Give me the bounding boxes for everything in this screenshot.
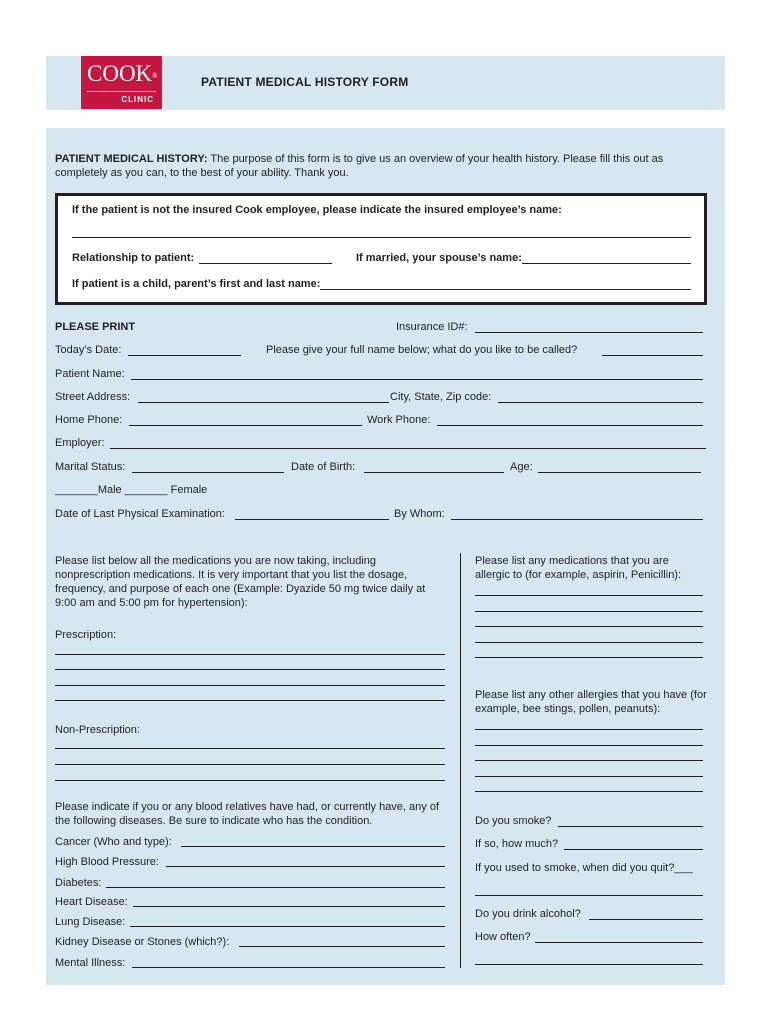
last-exam-line[interactable] (235, 519, 389, 520)
heart-disease-label: Heart Disease: (55, 896, 128, 908)
marital-status-line[interactable] (132, 472, 284, 473)
street-address-line[interactable] (138, 402, 389, 403)
preferred-name-line[interactable] (602, 355, 703, 356)
home-phone-line[interactable] (129, 425, 362, 426)
other-allergy-line-3[interactable] (475, 760, 703, 761)
date-of-birth-line[interactable] (364, 472, 504, 473)
spouse-line[interactable] (522, 263, 691, 264)
intro-heading: PATIENT MEDICAL HISTORY: (55, 153, 208, 165)
age-label: Age: (510, 461, 533, 473)
work-phone-line[interactable] (437, 425, 703, 426)
intro-text: The purpose of this form is to give us an overview of your health history. Please fill this out as completely as you can, to the best of your ability. Thank you. (55, 153, 664, 179)
form-title: PATIENT MEDICAL HISTORY FORM (201, 75, 409, 89)
patient-name-line[interactable] (131, 379, 703, 380)
spouse-label: If married, your spouse’s name: (356, 252, 522, 264)
last-exam-label: Date of Last Physical Examination: (55, 508, 225, 520)
employer-label: Employer: (55, 437, 105, 449)
alcohol-line[interactable] (589, 919, 703, 920)
other-allergy-line-1[interactable] (475, 729, 703, 730)
medication-allergy-line-5[interactable] (475, 657, 703, 658)
alcohol-label: Do you drink alcohol? (475, 908, 581, 920)
relationship-line[interactable] (199, 263, 332, 264)
marital-status-label: Marital Status: (55, 461, 126, 473)
high-blood-pressure-line[interactable] (166, 866, 445, 867)
mental-illness-label: Mental Illness: (55, 957, 126, 969)
parent-label: If patient is a child, parent’s first and last name: (72, 278, 321, 290)
prescription-line-3[interactable] (55, 685, 445, 686)
medication-allergy-line-2[interactable] (475, 611, 703, 612)
prescription-line-1[interactable] (55, 654, 445, 655)
other-allergies-label: Please list any other allergies that you have (for example, bee stings, pollen, peanuts): (475, 689, 707, 715)
non-prescription-line-2[interactable] (55, 764, 445, 765)
quit-smoking-label: If you used to smoke, when did you quit?___ (475, 862, 693, 874)
logo-brand: COOK (87, 61, 153, 86)
lung-disease-label: Lung Disease: (55, 916, 126, 928)
non-prescription-line-3[interactable] (55, 780, 445, 781)
logo-divider (87, 91, 156, 92)
non-prescription-line-1[interactable] (55, 748, 445, 749)
insurance-id-line[interactable] (475, 332, 703, 333)
cancer-label: Cancer (Who and type): (55, 836, 172, 848)
smoke-line[interactable] (558, 826, 703, 827)
how-often-line-1[interactable] (535, 942, 703, 943)
home-phone-label: Home Phone: (55, 414, 123, 426)
column-divider (460, 553, 461, 968)
cook-clinic-logo (81, 56, 162, 109)
work-phone-label: Work Phone: (367, 414, 431, 426)
by-whom-line[interactable] (451, 519, 703, 520)
how-much-label: If so, how much? (475, 838, 559, 850)
other-allergy-line-4[interactable] (475, 776, 703, 777)
logo-subtitle: CLINIC (121, 95, 154, 104)
medication-allergies-label: Please list any medications that you are allergic to (for example, aspirin, Penicillin): (475, 555, 682, 581)
medication-allergy-line-4[interactable] (475, 642, 703, 643)
patient-name-label: Patient Name: (55, 368, 125, 380)
street-address-label: Street Address: (55, 391, 131, 403)
other-allergy-line-5[interactable] (475, 791, 703, 792)
please-print-label: PLEASE PRINT (55, 321, 136, 333)
logo-registered-mark: ® (152, 72, 158, 80)
mental-illness-line[interactable] (132, 967, 445, 968)
preferred-name-label: Please give your full name below; what do you like to be called? (266, 344, 578, 356)
city-state-zip-line[interactable] (498, 402, 703, 403)
prescription-line-2[interactable] (55, 669, 445, 670)
how-often-line-2[interactable] (475, 964, 703, 965)
lung-disease-line[interactable] (130, 926, 445, 927)
kidney-disease-line[interactable] (239, 946, 445, 947)
medication-allergy-line-3[interactable] (475, 626, 703, 627)
cancer-line[interactable] (181, 846, 445, 847)
prescription-label: Prescription: (55, 629, 117, 641)
age-line[interactable] (538, 472, 701, 473)
city-state-zip-label: City, State, Zip code: (390, 391, 492, 403)
quit-smoking-line[interactable] (475, 895, 703, 896)
heart-disease-line[interactable] (133, 906, 445, 907)
diabetes-line[interactable] (106, 887, 445, 888)
kidney-disease-label: Kidney Disease or Stones (which?): (55, 936, 230, 948)
insured-instruction: If the patient is not the insured Cook employee, please indicate the insured employee’s name: (72, 204, 562, 216)
smoke-label: Do you smoke? (475, 815, 552, 827)
diabetes-label: Diabetes: (55, 877, 102, 889)
todays-date-line[interactable] (128, 355, 241, 356)
parent-line[interactable] (320, 289, 691, 290)
relationship-label: Relationship to patient: (72, 252, 195, 264)
date-of-birth-label: Date of Birth: (291, 461, 356, 473)
other-allergy-line-2[interactable] (475, 745, 703, 746)
high-blood-pressure-label: High Blood Pressure: (55, 856, 159, 868)
insurance-id-label: Insurance ID#: (396, 321, 468, 333)
todays-date-label: Today’s Date: (55, 344, 122, 356)
non-prescription-label: Non-Prescription: (55, 724, 140, 736)
medication-allergy-line-1[interactable] (475, 595, 703, 596)
insured-name-line[interactable] (72, 237, 691, 238)
by-whom-label: By Whom: (394, 508, 445, 520)
employer-line[interactable] (110, 448, 706, 449)
intro-paragraph (55, 152, 705, 180)
gender-field[interactable]: _______Male _______ Female (55, 484, 208, 496)
how-often-label: How often? (475, 931, 531, 943)
prescription-line-4[interactable] (55, 700, 445, 701)
medications-instructions: Please list below all the medications you are now taking, including nonprescription medications. It is very important that you list the dosage, frequency, and purpose of each one (Example: Dyazide 50 mg twice daily at 9:00 am and 5:00 pm for hypertension): (55, 555, 426, 609)
conditions-instructions: Please indicate if you or any blood relatives have had, or currently have, any of the following diseases. Be sure to indicate who has the condition. (55, 801, 440, 827)
how-much-line[interactable] (564, 849, 703, 850)
